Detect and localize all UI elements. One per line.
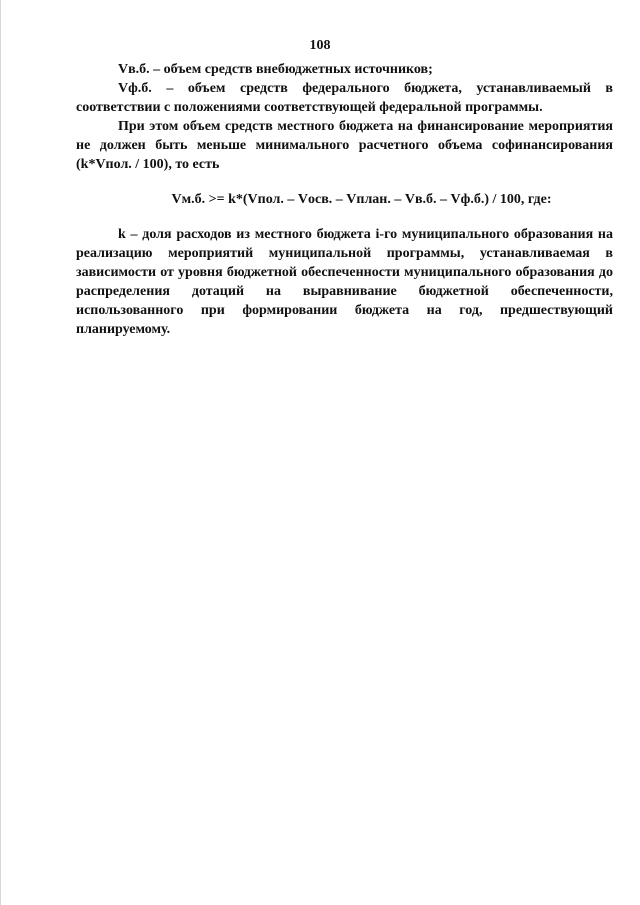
document-body [76,60,613,339]
scan-edge-line [0,0,1,905]
page-number: 108 [309,38,331,53]
paragraph-federal: Vф.б. – объем средств федерального бюджета, устанавливаемый в соответствии с положениями соответствующей федеральной программы. [76,81,613,115]
paragraph-k-definition: k – доля расходов из местного бюджета i-го муниципального образования на реализацию мероприятий муниципальной программы, устанавливаемая в зависимости от уровня бюджетной обеспеченности муниципального образования до распределения дотаций на выравнивание бюджетной обеспеченности, использованного при формировании бюджета на год, предшествующий планируемому. [76,227,613,337]
formula-line: Vм.б. >= k*(Vпол. – Vосв. – Vплан. – Vв.б. – Vф.б.) / 100, где: [171,192,552,207]
paragraph-extrabudget: Vв.б. – объем средств внебюджетных источников; [118,62,433,77]
paragraph-condition: При этом объем средств местного бюджета на финансирование мероприятия не должен быть меньше минимального расчетного объема софинансирования (k*Vпол. / 100), то есть [76,119,613,172]
